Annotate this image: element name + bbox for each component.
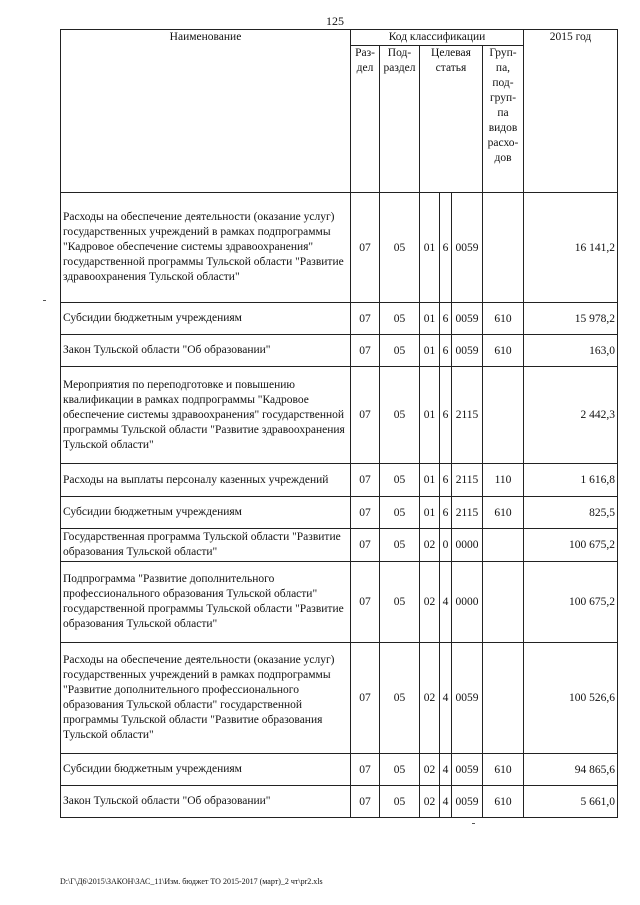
row-target-code-program: 01: [420, 367, 440, 464]
row-target-code-direction: 0059: [452, 193, 483, 303]
row-razdel: 07: [351, 497, 380, 529]
row-target-code-program: 02: [420, 786, 440, 818]
row-target-code-subprogram: 6: [440, 367, 452, 464]
row-razdel: 07: [351, 303, 380, 335]
row-expense-group: 110: [483, 464, 524, 497]
header-name: Наименование: [61, 30, 351, 193]
row-target-code-program: 02: [420, 562, 440, 643]
row-amount: 100 675,2: [524, 562, 618, 643]
row-target-code-subprogram: 6: [440, 464, 452, 497]
row-razdel: 07: [351, 643, 380, 754]
row-target-code-subprogram: 6: [440, 193, 452, 303]
row-podrazdel: 05: [380, 562, 420, 643]
table-row: [61, 367, 618, 464]
row-expense-group: 610: [483, 786, 524, 818]
row-razdel: 07: [351, 529, 380, 562]
scan-mark: [472, 823, 475, 824]
row-target-code-direction: 0000: [452, 529, 483, 562]
row-expense-group: [483, 367, 524, 464]
row-podrazdel: 05: [380, 303, 420, 335]
row-podrazdel: 05: [380, 464, 420, 497]
row-expense-group: 610: [483, 497, 524, 529]
header-podrazdel: Под- раздел: [380, 46, 420, 193]
row-podrazdel: 05: [380, 786, 420, 818]
row-name: Закон Тульской области "Об образовании": [61, 335, 351, 367]
header-row: [61, 30, 618, 46]
table-row: [61, 497, 618, 529]
row-target-code-subprogram: 4: [440, 643, 452, 754]
row-razdel: 07: [351, 193, 380, 303]
table-row: [61, 335, 618, 367]
table-row: [61, 754, 618, 786]
row-amount: 825,5: [524, 497, 618, 529]
row-name: Субсидии бюджетным учреждениям: [61, 497, 351, 529]
row-target-code-direction: 0059: [452, 754, 483, 786]
row-razdel: 07: [351, 562, 380, 643]
file-path-footer: D:\Г\Д6\2015\ЗАКОН\ЗАС_11\Изм. бюджет ТО 2015-2017 (март)_2 чт\pr2.xls: [60, 877, 323, 886]
row-name: Подпрограмма "Развитие дополнительного профессионального образования Тульской области" государственной программы Тульской области "Развитие образования Тульской области": [61, 562, 351, 643]
row-name: Субсидии бюджетным учреждениям: [61, 754, 351, 786]
row-podrazdel: 05: [380, 497, 420, 529]
table-row: [61, 529, 618, 562]
row-name: Расходы на обеспечение деятельности (оказание услуг) государственных учреждений в рамках подпрограммы "Кадровое обеспечение системы здравоохранения" государственной программы Тульской области "Развитие здравоохранения Тульской области": [61, 193, 351, 303]
row-target-code-subprogram: 6: [440, 303, 452, 335]
header-expense-group: Груп- па, под- груп- па видов расхо- дов: [483, 46, 524, 193]
header-target-article: Целевая статья: [420, 46, 483, 193]
row-amount: 1 616,8: [524, 464, 618, 497]
table-row: [61, 562, 618, 643]
row-target-code-program: 01: [420, 497, 440, 529]
row-target-code-subprogram: 4: [440, 754, 452, 786]
row-target-code-direction: 0059: [452, 335, 483, 367]
row-name: Расходы на обеспечение деятельности (оказание услуг) государственных учреждений в рамках подпрограммы "Развитие дополнительного профессионального образования Тульской области" государственной программы Тульской области "Развитие образования Тульской области": [61, 643, 351, 754]
row-target-code-program: 01: [420, 464, 440, 497]
row-amount: 163,0: [524, 335, 618, 367]
row-target-code-direction: 0000: [452, 562, 483, 643]
row-name: Субсидии бюджетным учреждениям: [61, 303, 351, 335]
row-podrazdel: 05: [380, 193, 420, 303]
table-row: [61, 303, 618, 335]
row-target-code-direction: 0059: [452, 643, 483, 754]
row-target-code-subprogram: 4: [440, 786, 452, 818]
row-expense-group: [483, 193, 524, 303]
row-name: Государственная программа Тульской области "Развитие образования Тульской области": [61, 529, 351, 562]
header-razdel: Раз- дел: [351, 46, 380, 193]
row-amount: 100 675,2: [524, 529, 618, 562]
row-podrazdel: 05: [380, 335, 420, 367]
row-target-code-direction: 0059: [452, 303, 483, 335]
row-razdel: 07: [351, 335, 380, 367]
row-target-code-subprogram: 4: [440, 562, 452, 643]
row-target-code-program: 01: [420, 303, 440, 335]
row-amount: 15 978,2: [524, 303, 618, 335]
row-expense-group: [483, 529, 524, 562]
row-target-code-direction: 0059: [452, 786, 483, 818]
row-razdel: 07: [351, 786, 380, 818]
table-row: [61, 643, 618, 754]
row-name: Расходы на выплаты персоналу казенных учреждений: [61, 464, 351, 497]
row-target-code-direction: 2115: [452, 497, 483, 529]
header-year: 2015 год: [524, 30, 618, 193]
row-podrazdel: 05: [380, 643, 420, 754]
scan-mark: [43, 300, 46, 301]
row-podrazdel: 05: [380, 754, 420, 786]
row-expense-group: [483, 643, 524, 754]
row-target-code-direction: 2115: [452, 367, 483, 464]
row-razdel: 07: [351, 754, 380, 786]
row-amount: 100 526,6: [524, 643, 618, 754]
row-expense-group: 610: [483, 303, 524, 335]
row-expense-group: [483, 562, 524, 643]
row-expense-group: 610: [483, 754, 524, 786]
table-row: [61, 193, 618, 303]
row-target-code-direction: 2115: [452, 464, 483, 497]
row-target-code-program: 02: [420, 529, 440, 562]
row-target-code-program: 01: [420, 193, 440, 303]
row-target-code-subprogram: 0: [440, 529, 452, 562]
page-number: 125: [326, 14, 344, 28]
row-amount: 94 865,6: [524, 754, 618, 786]
row-amount: 2 442,3: [524, 367, 618, 464]
row-name: Мероприятия по переподготовке и повышению квалификации в рамках подпрограммы "Кадровое обеспечение системы здравоохранения" государственной программы Тульской области "Развитие здравоохранения Тульской области": [61, 367, 351, 464]
table-body: [61, 193, 618, 818]
row-target-code-program: 02: [420, 754, 440, 786]
row-amount: 5 661,0: [524, 786, 618, 818]
row-target-code-program: 02: [420, 643, 440, 754]
row-amount: 16 141,2: [524, 193, 618, 303]
row-razdel: 07: [351, 367, 380, 464]
row-target-code-subprogram: 6: [440, 497, 452, 529]
row-razdel: 07: [351, 464, 380, 497]
row-podrazdel: 05: [380, 529, 420, 562]
row-target-code-subprogram: 6: [440, 335, 452, 367]
header-classification: Код классификации: [351, 30, 524, 46]
budget-table: [60, 29, 618, 818]
row-name: Закон Тульской области "Об образовании": [61, 786, 351, 818]
table-row: [61, 786, 618, 818]
row-expense-group: 610: [483, 335, 524, 367]
row-podrazdel: 05: [380, 367, 420, 464]
table-row: [61, 464, 618, 497]
row-target-code-program: 01: [420, 335, 440, 367]
